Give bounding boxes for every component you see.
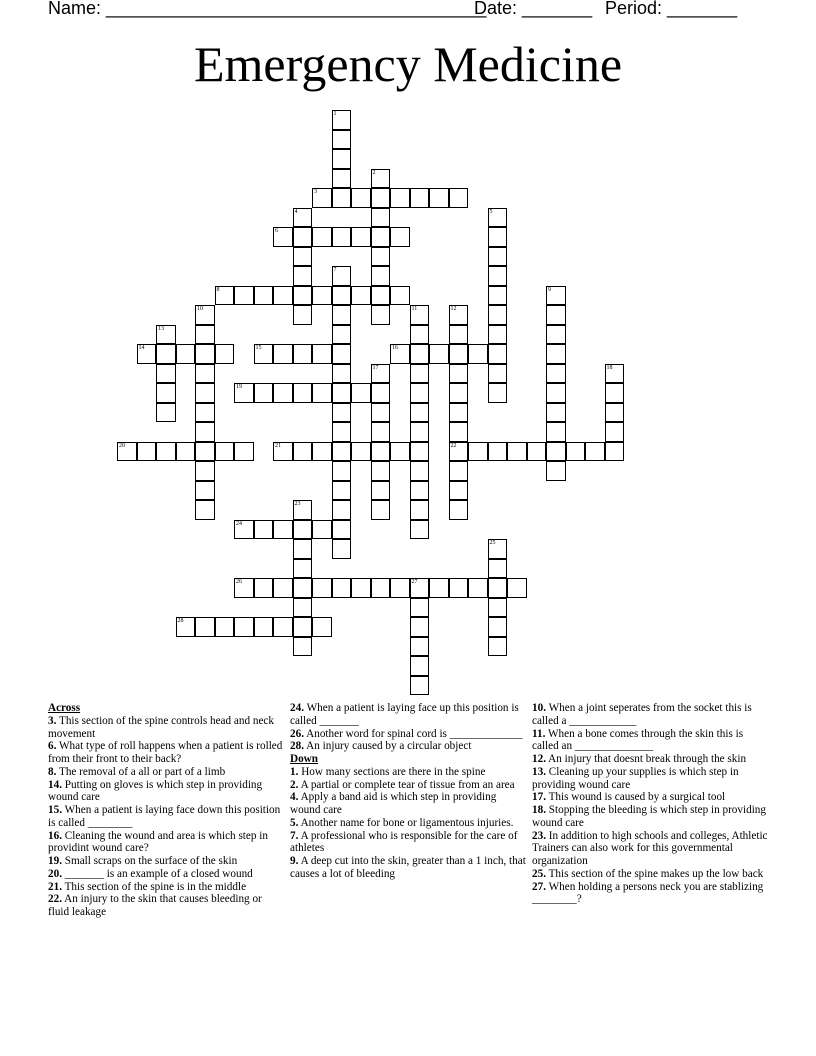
crossword-cell[interactable]: [449, 383, 469, 403]
clue-number: 2.: [290, 778, 299, 791]
crossword-cell[interactable]: [410, 461, 430, 481]
crossword-cell[interactable]: [371, 461, 391, 481]
across-clue: 26. Another word for spinal cord is _____________: [290, 727, 523, 740]
crossword-cell[interactable]: [429, 578, 449, 598]
crossword-cell[interactable]: [293, 208, 313, 228]
clue-number: 20: [119, 442, 125, 449]
crossword-cell[interactable]: [488, 364, 508, 384]
down-clue: 12. An injury that doesnt break through the skin: [532, 753, 747, 765]
crossword-cell[interactable]: [293, 344, 313, 364]
crossword-cell[interactable]: [312, 188, 332, 208]
crossword-cell[interactable]: [215, 286, 235, 306]
crossword-cell[interactable]: [488, 227, 508, 247]
crossword-cell[interactable]: [546, 344, 566, 364]
crossword-cell[interactable]: [390, 286, 410, 306]
clue-number: 17: [372, 364, 379, 371]
crossword-cell[interactable]: [234, 383, 254, 403]
down-clue: 27. When holding a persons neck you are stablizing ________?: [532, 880, 764, 906]
clue-number: 23.: [532, 829, 546, 842]
crossword-cell[interactable]: [215, 617, 235, 637]
down-clue: 7. A professional who is responsible for the care of athletes: [290, 829, 518, 855]
crossword-cell[interactable]: [507, 578, 527, 598]
crossword-cell[interactable]: [410, 617, 430, 637]
crossword-cell[interactable]: [176, 617, 196, 637]
crossword-cell[interactable]: [312, 578, 332, 598]
crossword-cell[interactable]: [332, 481, 352, 501]
crossword-cell[interactable]: [390, 227, 410, 247]
crossword-cell[interactable]: [488, 637, 508, 657]
clue-number: 4.: [290, 791, 299, 804]
crossword-cell[interactable]: [390, 578, 410, 598]
crossword-cell[interactable]: [546, 364, 566, 384]
crossword-cell[interactable]: [546, 305, 566, 325]
clue-number: 23: [294, 501, 301, 507]
clue-number: 26: [236, 579, 242, 585]
period-field[interactable]: Period: _______: [605, 0, 738, 18]
date-field[interactable]: Date: _______: [474, 0, 593, 18]
crossword-cell[interactable]: [371, 286, 391, 306]
clue-number: 2: [372, 169, 376, 176]
crossword-cell[interactable]: [332, 500, 352, 520]
down-clue: 17. This wound is caused by a surgical tool: [532, 791, 726, 804]
clues-column-1: [48, 702, 284, 919]
crossword-cell[interactable]: [332, 305, 352, 325]
crossword-cell[interactable]: [273, 520, 293, 540]
clue-number: 22.: [48, 893, 62, 906]
crossword-cell[interactable]: [195, 403, 215, 423]
crossword-cell[interactable]: [410, 364, 430, 384]
crossword-cell[interactable]: [273, 286, 293, 306]
clue-number: 13: [158, 325, 164, 332]
crossword-cell[interactable]: [293, 598, 313, 618]
crossword-cell[interactable]: [332, 188, 352, 208]
clue-number: 14.: [48, 778, 62, 791]
crossword-cell[interactable]: [371, 208, 391, 228]
crossword-cell[interactable]: [449, 442, 469, 462]
crossword-cell[interactable]: [488, 539, 508, 559]
crossword-cell[interactable]: [429, 188, 449, 208]
crossword-cell[interactable]: [332, 266, 352, 286]
crossword-cell[interactable]: [410, 481, 430, 501]
crossword-cell[interactable]: [605, 442, 625, 462]
crossword-cell[interactable]: [468, 442, 488, 462]
clue-number: 19: [236, 384, 242, 390]
crossword-cell[interactable]: [312, 617, 332, 637]
crossword-cell[interactable]: [371, 383, 391, 403]
crossword-cell[interactable]: [605, 364, 625, 384]
crossword-cell[interactable]: [332, 286, 352, 306]
crossword-cell[interactable]: [195, 442, 215, 462]
crossword-cell[interactable]: [195, 344, 215, 364]
crossword-cell[interactable]: [390, 442, 410, 462]
crossword-cell[interactable]: [273, 442, 293, 462]
down-clue: 4. Apply a band aid is which step in providing wound care: [290, 791, 497, 816]
crossword-cell[interactable]: [371, 364, 391, 384]
crossword-cell[interactable]: [449, 500, 469, 520]
crossword-cell[interactable]: [332, 383, 352, 403]
down-clue: 25. This section of the spine makes up the low back: [532, 867, 764, 880]
clue-number: 5: [489, 208, 493, 215]
crossword-cell[interactable]: [254, 383, 274, 403]
crossword-cell[interactable]: [371, 188, 391, 208]
crossword-cell[interactable]: [254, 286, 274, 306]
crossword-cell[interactable]: [488, 559, 508, 579]
clue-number: 21.: [48, 880, 62, 893]
across-heading: Across: [48, 702, 81, 714]
crossword-cell[interactable]: [410, 422, 430, 442]
clue-number: 12.: [532, 753, 546, 765]
across-clue: 3. This section of the spine controls head and neck movement: [48, 714, 274, 740]
crossword-cell[interactable]: [293, 559, 313, 579]
down-clue: 9. A deep cut into the skin, greater than a 1 inch, that causes a lot of bleeding: [290, 855, 526, 880]
crossword-cell[interactable]: [410, 305, 430, 325]
crossword-cell[interactable]: [156, 325, 176, 345]
down-clue: 13. Cleaning up your supplies is which step in providing wound care: [532, 765, 739, 791]
crossword-cell[interactable]: [449, 403, 469, 423]
crossword-cell[interactable]: [546, 461, 566, 481]
name-field[interactable]: Name: ______________________________________: [48, 0, 487, 18]
crossword-cell[interactable]: [371, 422, 391, 442]
clue-number: 17.: [532, 791, 546, 804]
crossword-cell[interactable]: [293, 266, 313, 286]
crossword-cell[interactable]: [293, 305, 313, 325]
crossword-cell[interactable]: [566, 442, 586, 462]
crossword-cell[interactable]: [332, 578, 352, 598]
down-clue: 5. Another name for bone or ligamentous injuries.: [290, 816, 514, 829]
clue-number: 4: [294, 208, 298, 215]
crossword-cell[interactable]: [234, 286, 254, 306]
crossword-cell[interactable]: [449, 188, 469, 208]
crossword-cell[interactable]: [332, 130, 352, 150]
crossword-cell[interactable]: [195, 461, 215, 481]
crossword-cell[interactable]: [488, 247, 508, 267]
crossword-cell[interactable]: [293, 637, 313, 657]
crossword-cell[interactable]: [546, 422, 566, 442]
crossword-cell[interactable]: [449, 461, 469, 481]
crossword-cell[interactable]: [410, 578, 430, 598]
clue-number: 10: [197, 306, 203, 312]
crossword-cell[interactable]: [546, 325, 566, 345]
crossword-cell[interactable]: [332, 461, 352, 481]
down-clue: 1. How many sections are there in the spine: [290, 765, 486, 778]
clue-number: 7: [333, 267, 337, 273]
crossword-cell[interactable]: [410, 403, 430, 423]
crossword-cell[interactable]: [546, 286, 566, 306]
down-clue: 11. When a bone comes through the skin this is called an ______________: [532, 727, 744, 753]
crossword-cell[interactable]: [605, 422, 625, 442]
clue-number: 12: [450, 306, 457, 312]
crossword-cell[interactable]: [156, 383, 176, 403]
crossword-cell[interactable]: [234, 578, 254, 598]
crossword-cell[interactable]: [371, 305, 391, 325]
crossword-cell[interactable]: [332, 442, 352, 462]
crossword-cell[interactable]: [176, 442, 196, 462]
crossword-cell[interactable]: [449, 325, 469, 345]
across-clue: 6. What type of roll happens when a patient is rolled from their front to their back?: [48, 740, 283, 765]
crossword-cell[interactable]: [488, 598, 508, 618]
crossword-cell[interactable]: [195, 481, 215, 501]
clue-number: 3.: [48, 714, 57, 727]
crossword-cell[interactable]: [410, 656, 430, 676]
crossword-cell[interactable]: [254, 520, 274, 540]
crossword-cell[interactable]: [546, 442, 566, 462]
crossword-cell[interactable]: [410, 676, 430, 696]
crossword-cell[interactable]: [195, 617, 215, 637]
clue-number: 24: [236, 520, 242, 527]
crossword-cell[interactable]: [293, 520, 313, 540]
clue-number: 1.: [290, 765, 299, 778]
crossword-cell[interactable]: [488, 325, 508, 345]
crossword-cell[interactable]: [332, 520, 352, 540]
crossword-cell[interactable]: [312, 344, 332, 364]
crossword-cell[interactable]: [137, 442, 157, 462]
crossword-cell[interactable]: [546, 383, 566, 403]
crossword-cell[interactable]: [410, 598, 430, 618]
across-clue: 20. _______ is an example of a closed wound: [48, 867, 253, 880]
crossword-cell[interactable]: [293, 539, 313, 559]
crossword-cell[interactable]: [488, 286, 508, 306]
crossword-cell[interactable]: [488, 266, 508, 286]
crossword-cell[interactable]: [332, 344, 352, 364]
crossword-cell[interactable]: [312, 227, 332, 247]
crossword-cell[interactable]: [488, 617, 508, 637]
crossword-cell[interactable]: [605, 383, 625, 403]
down-clue: 2. A partial or complete tear of tissue from an area: [290, 778, 515, 791]
crossword-cell[interactable]: [293, 247, 313, 267]
crossword-cell[interactable]: [527, 442, 547, 462]
crossword-cell[interactable]: [449, 578, 469, 598]
crossword-cell[interactable]: [195, 422, 215, 442]
crossword-cell[interactable]: [234, 617, 254, 637]
clue-number: 3: [314, 189, 317, 195]
crossword-cell[interactable]: [293, 286, 313, 306]
crossword-cell[interactable]: [195, 364, 215, 384]
clue-number: 13.: [532, 765, 546, 778]
crossword-cell[interactable]: [488, 578, 508, 598]
clue-number: 22: [450, 442, 457, 449]
crossword-cell[interactable]: [371, 169, 391, 189]
crossword-cell[interactable]: [273, 578, 293, 598]
crossword-cell[interactable]: [332, 403, 352, 423]
crossword-cell[interactable]: [449, 364, 469, 384]
crossword-cell[interactable]: [195, 325, 215, 345]
crossword-cell[interactable]: [410, 637, 430, 657]
crossword-cell[interactable]: [254, 344, 274, 364]
crossword-cell[interactable]: [293, 383, 313, 403]
clue-number: 20.: [48, 867, 62, 880]
crossword-cell[interactable]: [371, 442, 391, 462]
clue-number: 27.: [532, 880, 546, 893]
down-clue: 23. In addition to high schools and colleges, Athletic Trainers can also work for this governmental organization: [532, 829, 768, 867]
crossword-cell[interactable]: [332, 422, 352, 442]
clues-column-3: [532, 702, 768, 906]
crossword-cell[interactable]: [585, 442, 605, 462]
crossword-cell[interactable]: [293, 227, 313, 247]
crossword-cell[interactable]: [488, 344, 508, 364]
clue-number: 8: [216, 286, 220, 293]
clue-number: 5.: [290, 816, 299, 829]
crossword-cell[interactable]: [468, 344, 488, 364]
crossword-cell[interactable]: [273, 227, 293, 247]
crossword-cell[interactable]: [351, 442, 371, 462]
clue-number: 11.: [532, 727, 546, 740]
crossword-cell[interactable]: [468, 578, 488, 598]
crossword-cell[interactable]: [215, 344, 235, 364]
across-clue: 21. This section of the spine is in the middle: [48, 880, 247, 893]
clue-number: 18: [606, 364, 613, 371]
crossword-cell[interactable]: [215, 442, 235, 462]
crossword-cell[interactable]: [507, 442, 527, 462]
clue-number: 28: [177, 618, 184, 624]
crossword-cell[interactable]: [312, 520, 332, 540]
crossword-cell[interactable]: [449, 422, 469, 442]
crossword-cell[interactable]: [371, 266, 391, 286]
crossword-cell[interactable]: [546, 403, 566, 423]
crossword-cell[interactable]: [293, 617, 313, 637]
crossword-cell[interactable]: [410, 442, 430, 462]
crossword-cell[interactable]: [293, 442, 313, 462]
crossword-cell[interactable]: [449, 481, 469, 501]
clue-number: 15.: [48, 804, 62, 816]
crossword-cell[interactable]: [332, 325, 352, 345]
crossword-cell[interactable]: [410, 520, 430, 540]
crossword-cell[interactable]: [410, 325, 430, 345]
crossword-cell[interactable]: [488, 305, 508, 325]
crossword-cell[interactable]: [273, 617, 293, 637]
clue-number: 16.: [48, 829, 62, 842]
crossword-cell[interactable]: [371, 227, 391, 247]
across-clue: 14. Putting on gloves is which step in providing wound care: [48, 778, 263, 804]
crossword-cell[interactable]: [195, 383, 215, 403]
clue-number: 28.: [290, 740, 304, 753]
crossword-cell[interactable]: [449, 305, 469, 325]
crossword-cell[interactable]: [410, 344, 430, 364]
clue-number: 15: [255, 345, 262, 351]
crossword-cell[interactable]: [429, 344, 449, 364]
clue-number: 6: [275, 228, 278, 234]
clue-number: 9.: [290, 855, 299, 867]
clue-number: 25: [489, 540, 496, 546]
across-clue: 15. When a patient is laying face down this position is called ________: [48, 804, 281, 829]
crossword-cell[interactable]: [195, 500, 215, 520]
crossword-cell[interactable]: [293, 500, 313, 520]
crossword-cell[interactable]: [332, 149, 352, 169]
crossword-cell[interactable]: [273, 383, 293, 403]
clue-number: 25.: [532, 867, 546, 880]
down-clue: 18. Stopping the bleeding is which step in providing wound care: [532, 804, 766, 829]
crossword-cell[interactable]: [390, 344, 410, 364]
crossword-cell[interactable]: [351, 227, 371, 247]
clue-number: 1: [333, 111, 337, 117]
clue-number: 26.: [290, 727, 304, 740]
crossword-cell[interactable]: [351, 383, 371, 403]
crossword-cell[interactable]: [351, 286, 371, 306]
crossword-cell[interactable]: [371, 578, 391, 598]
crossword-cell[interactable]: [195, 305, 215, 325]
crossword-cell[interactable]: [488, 383, 508, 403]
crossword-cell[interactable]: [371, 500, 391, 520]
crossword-cell[interactable]: [410, 383, 430, 403]
across-clue: 22. An injury to the skin that causes bleeding or fluid leakage: [48, 893, 262, 918]
down-clue: 10. When a joint seperates from the socket this is called a ____________: [532, 702, 752, 727]
crossword-cell[interactable]: [449, 344, 469, 364]
crossword-cell[interactable]: [254, 578, 274, 598]
crossword-cell[interactable]: [410, 188, 430, 208]
crossword-cell[interactable]: [371, 403, 391, 423]
crossword-cell[interactable]: [390, 188, 410, 208]
across-clue: 24. When a patient is laying face up this position is called _______: [290, 702, 519, 727]
crossword-cell[interactable]: [332, 539, 352, 559]
crossword-cell[interactable]: [234, 520, 254, 540]
page-title: Emergency Medicine: [193, 36, 623, 92]
clue-number: 18.: [532, 804, 546, 816]
crossword-cell[interactable]: [371, 247, 391, 267]
crossword-cell[interactable]: [137, 344, 157, 364]
crossword-cell[interactable]: [332, 110, 352, 130]
across-clue: 19. Small scraps on the surface of the skin: [48, 855, 238, 867]
crossword-cell[interactable]: [156, 364, 176, 384]
clue-number: 11: [411, 306, 418, 312]
crossword-cell[interactable]: [332, 364, 352, 384]
crossword-cell[interactable]: [312, 286, 332, 306]
clue-number: 27: [411, 579, 418, 585]
crossword-cell[interactable]: [351, 578, 371, 598]
across-clue: 28. An injury caused by a circular object: [290, 740, 472, 753]
clue-number: 9: [548, 286, 551, 293]
clues-column-2: [290, 702, 526, 881]
crossword-cell[interactable]: [605, 403, 625, 423]
clue-number: 21: [275, 442, 281, 449]
clue-number: 19.: [48, 855, 62, 867]
crossword-cell[interactable]: [117, 442, 137, 462]
across-clue: 16. Cleaning the wound and area is which step in providint wound care?: [48, 829, 268, 855]
clue-number: 7.: [290, 829, 299, 842]
crossword-cell[interactable]: [254, 617, 274, 637]
crossword-cell[interactable]: [156, 344, 176, 364]
across-clue: 8. The removal of a all or part of a limb: [48, 765, 226, 778]
clue-number: 10.: [532, 702, 546, 714]
crossword-cell[interactable]: [176, 344, 196, 364]
crossword-cell[interactable]: [156, 403, 176, 423]
crossword-cell[interactable]: [488, 442, 508, 462]
clue-number: 16: [392, 345, 398, 351]
crossword-cell[interactable]: [351, 188, 371, 208]
crossword-cell[interactable]: [488, 208, 508, 228]
crossword-cell[interactable]: [371, 481, 391, 501]
crossword-cell[interactable]: [156, 442, 176, 462]
clue-number: 6.: [48, 740, 57, 753]
clue-number: 8.: [48, 765, 57, 778]
clue-number: 24.: [290, 702, 304, 714]
crossword-cell[interactable]: [332, 169, 352, 189]
down-heading: Down: [290, 753, 318, 765]
crossword-cell[interactable]: [312, 442, 332, 462]
clue-number: 14: [138, 345, 145, 351]
crossword-cell[interactable]: [293, 578, 313, 598]
crossword-cell[interactable]: [312, 383, 332, 403]
crossword-cell[interactable]: [234, 442, 254, 462]
crossword-cell[interactable]: [332, 227, 352, 247]
crossword-cell[interactable]: [410, 500, 430, 520]
crossword-cell[interactable]: [273, 344, 293, 364]
